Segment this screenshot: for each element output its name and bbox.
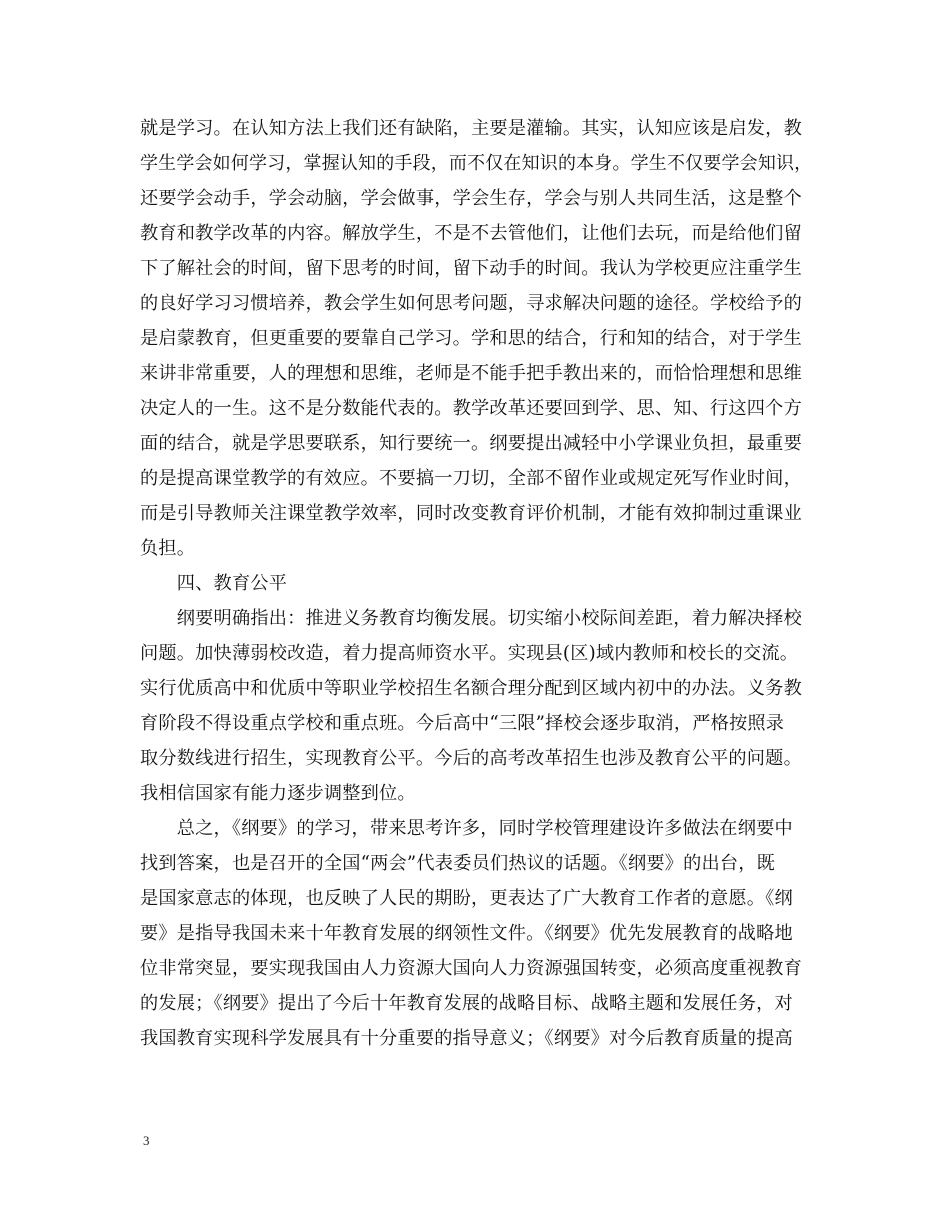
text-line: 下了解社会的时间，留下思考的时间，留下动手的时间。我认为学校更应注重学生 [140, 258, 802, 279]
text-line: 是启蒙教育，但更重要的要靠自己学习。学和思的结合，行和知的结合，对于学生 [140, 328, 802, 349]
text-line: 来讲非常重要，人的理想和思维，老师是不能手把手教出来的，而恰恰理想和思维 [140, 363, 802, 384]
text-line: 而是引导教师关注课堂教学效率，同时改变教育评价机制，才能有效抑制过重课业 [140, 503, 802, 524]
text-line: 我相信国家有能力逐步调整到位。 [140, 783, 416, 804]
page-number: 3 [143, 1133, 150, 1148]
text-line: 找到答案，也是召开的全国“两会”代表委员们热议的话题。《纲要》的出台，既 [140, 853, 776, 874]
text-line: 决定人的一生。这不是分数能代表的。教学改革还要回到学、思、知、行这四个方 [140, 398, 802, 419]
text-line: 实行优质高中和优质中等职业学校招生名额合理分配到区域内初中的办法。义务教 [140, 678, 802, 699]
text-line: 我国教育实现科学发展具有十分重要的指导意义；《纲要》对今后教育质量的提高 [140, 1028, 793, 1049]
text-line: 就是学习。在认知方法上我们还有缺陷，主要是灌输。其实，认知应该是启发，教 [140, 118, 802, 139]
section-heading: 四、教育公平 [140, 573, 288, 594]
text-line: 是国家意志的体现，也反映了人民的期盼，更表达了广大教育工作者的意愿。《纲 [140, 888, 793, 909]
text-line: 的是提高课堂教学的有效应。不要搞一刀切，全部不留作业或规定死写作业时间， [140, 468, 802, 489]
text-line: 要》是指导我国未来十年教育发展的纲领性文件。《纲要》优先发展教育的战略地 [140, 923, 793, 944]
text-line: 面的结合，就是学思要联系，知行要统一。纲要提出减轻中小学课业负担，最重要 [140, 433, 802, 454]
text-line: 的发展；《纲要》提出了今后十年教育发展的战略目标、战略主题和发展任务，对 [140, 993, 793, 1014]
text-line: 育阶段不得设重点学校和重点班。今后高中“三限”择校会逐步取消，严格按照录 [140, 713, 785, 734]
text-line: 纲要明确指出：推进义务教育均衡发展。切实缩小校际间差距，着力解决择校 [140, 608, 802, 629]
text-line: 取分数线进行招生，实现教育公平。今后的高考改革招生也涉及教育公平的问题。 [140, 748, 802, 769]
text-line: 还要学会动手，学会动脑，学会做事，学会生存，学会与别人共同生活，这是整个 [140, 188, 802, 209]
text-line: 的良好学习习惯培养，教会学生如何思考问题，寻求解决问题的途径。学校给予的 [140, 293, 802, 314]
text-line: 负担。 [140, 538, 196, 559]
text-line: 总之，《纲要》的学习，带来思考许多，同时学校管理建设许多做法在纲要中 [140, 818, 793, 839]
text-line: 问题。加快薄弱校改造，着力提高师资水平。实现县(区)域内教师和校长的交流。 [140, 643, 799, 664]
text-line: 学生学会如何学习，掌握认知的手段，而不仅在知识的本身。学生不仅要学会知识， [140, 153, 813, 174]
text-line: 位非常突显，要实现我国由人力资源大国向人力资源强国转变，必须高度重视教育 [140, 958, 802, 979]
text-line: 教育和教学改革的内容。解放学生，不是不去管他们，让他们去玩，而是给他们留 [140, 223, 802, 244]
